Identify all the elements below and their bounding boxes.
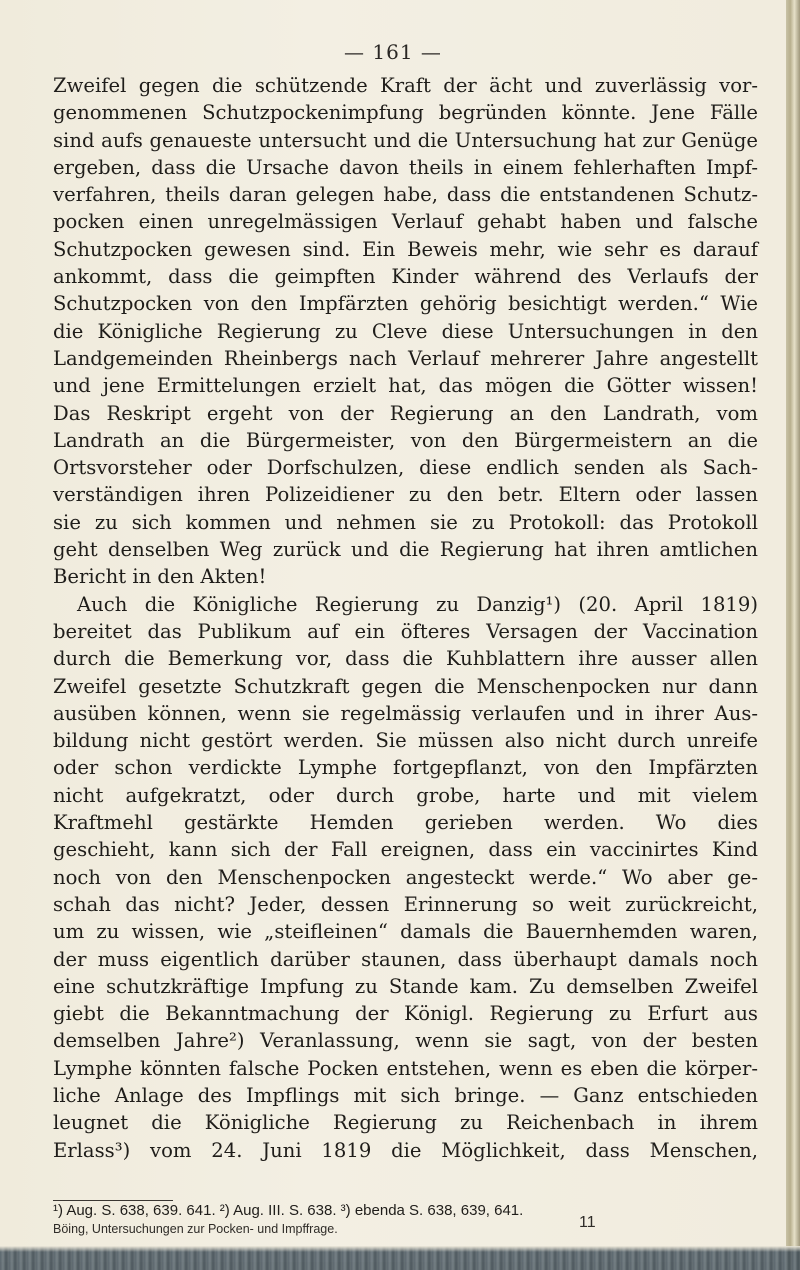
body-text [53, 72, 758, 1164]
text-line: Kraftmehl gestärkte Hemden gerieben werden. Wo dies [53, 811, 758, 835]
text-line: Landrath an die Bürgermeister, von den Bürgermeistern an die [53, 428, 758, 452]
sheet-number: 11 [579, 1214, 596, 1231]
text-line: Schutzpocken von den Impfärzten gehörig besichtigt werden.“ Wie [53, 292, 758, 316]
text-line: der muss eigentlich darüber staunen, dass überhaupt damals noch [53, 947, 758, 971]
text-line: leugnet die Königliche Regierung zu Reichenbach in ihrem [53, 1111, 758, 1135]
text-line: Erlass³) vom 24. Juni 1819 die Möglichkeit, dass Menschen, [53, 1138, 758, 1162]
text-line: genommenen Schutzpockenimpfung begründen könnte. Jene Fälle [53, 101, 758, 125]
text-line: Zweifel gesetzte Schutzkraft gegen die Menschenpocken nur dann [53, 674, 758, 698]
text-line: um zu wissen, wie „steifleinen“ damals die Bauernhemden waren, [53, 920, 758, 944]
text-line: sind aufs genaueste untersucht und die Untersuchung hat zur Genüge [53, 128, 758, 152]
text-line: demselben Jahre²) Veranlassung, wenn sie sagt, von der besten [53, 1029, 758, 1053]
page-number: — 161 — [344, 40, 442, 64]
text-line: Lymphe könnten falsche Pocken entstehen, wenn es eben die körper- [53, 1056, 758, 1080]
text-line: bildung nicht gestört werden. Sie müssen also nicht durch unreife [53, 729, 758, 753]
text-line: Das Reskript ergeht von der Regierung an den Landrath, vom [53, 401, 758, 425]
text-line: eine schutzkräftige Impfung zu Stande kam. Zu demselben Zweifel [53, 974, 758, 998]
text-line: Schutzpocken gewesen sind. Ein Beweis mehr, wie sehr es darauf [53, 237, 758, 261]
text-line: verfahren, theils daran gelegen habe, dass die entstandenen Schutz- [53, 183, 758, 207]
text-line: Auch die Königliche Regierung zu Danzig¹) (20. April 1819) [77, 592, 758, 616]
text-line: ergeben, dass die Ursache davon theils in einem fehlerhaften Impf- [53, 155, 758, 179]
text-line: bereitet das Publikum auf ein öfteres Versagen der Vaccination [53, 619, 758, 643]
text-line: Landgemeinden Rheinbergs nach Verlauf mehrerer Jahre angestellt [53, 346, 758, 370]
footnote-rule [53, 1200, 173, 1201]
text-line: noch von den Menschenpocken angesteckt werde.“ Wo aber ge- [53, 865, 758, 889]
text-line: sie zu sich kommen und nehmen sie zu Protokoll: das Protokoll [53, 510, 758, 534]
text-line: und jene Ermittelungen erzielt hat, das mögen die Götter wissen! [53, 374, 758, 398]
text-line: giebt die Bekanntmachung der Königl. Regierung zu Erfurt aus [53, 1002, 758, 1026]
scan-bottom-band [0, 1246, 800, 1270]
text-line: oder schon verdickte Lymphe fortgepflanzt, von den Impfärzten [53, 756, 758, 780]
text-line: die Königliche Regierung zu Cleve diese Untersuchungen in den [53, 319, 758, 343]
text-line: Ortsvorsteher oder Dorfschulzen, diese endlich senden als Sach- [53, 456, 758, 480]
page-edge [786, 0, 800, 1270]
signature-line: Böing, Untersuchungen zur Pocken- und Impffrage. [53, 1222, 338, 1236]
text-line: Bericht in den Akten! [53, 565, 267, 589]
text-line: geht denselben Weg zurück und die Regierung hat ihren amtlichen [53, 538, 758, 562]
text-line: schah das nicht? Jeder, dessen Erinnerung so weit zurückreicht, [53, 892, 758, 916]
footnote-text: ¹) Aug. S. 638, 639. 641. ²) Aug. III. S. 638. ³) ebenda S. 638, 639, 641. [53, 1202, 524, 1219]
text-line: ankommt, dass die geimpften Kinder während des Verlaufs der [53, 265, 758, 289]
text-line: Zweifel gegen die schützende Kraft der ächt und zuverlässig vor- [53, 74, 758, 97]
text-line: ausüben können, wenn sie regelmässig verlaufen und in ihrer Aus- [53, 701, 758, 725]
text-line: durch die Bemerkung vor, dass die Kuhblattern ihre ausser allen [53, 647, 758, 671]
text-line: pocken einen unregelmässigen Verlauf gehabt haben und falsche [53, 210, 758, 234]
text-line: geschieht, kann sich der Fall ereignen, dass ein vaccinirtes Kind [53, 838, 758, 862]
text-line: verständigen ihren Polizeidiener zu den betr. Eltern oder lassen [53, 483, 758, 507]
text-line: liche Anlage des Impflings mit sich bringe. — Ganz entschieden [53, 1083, 758, 1107]
text-line: nicht aufgekratzt, oder durch grobe, harte und mit vielem [53, 783, 758, 807]
